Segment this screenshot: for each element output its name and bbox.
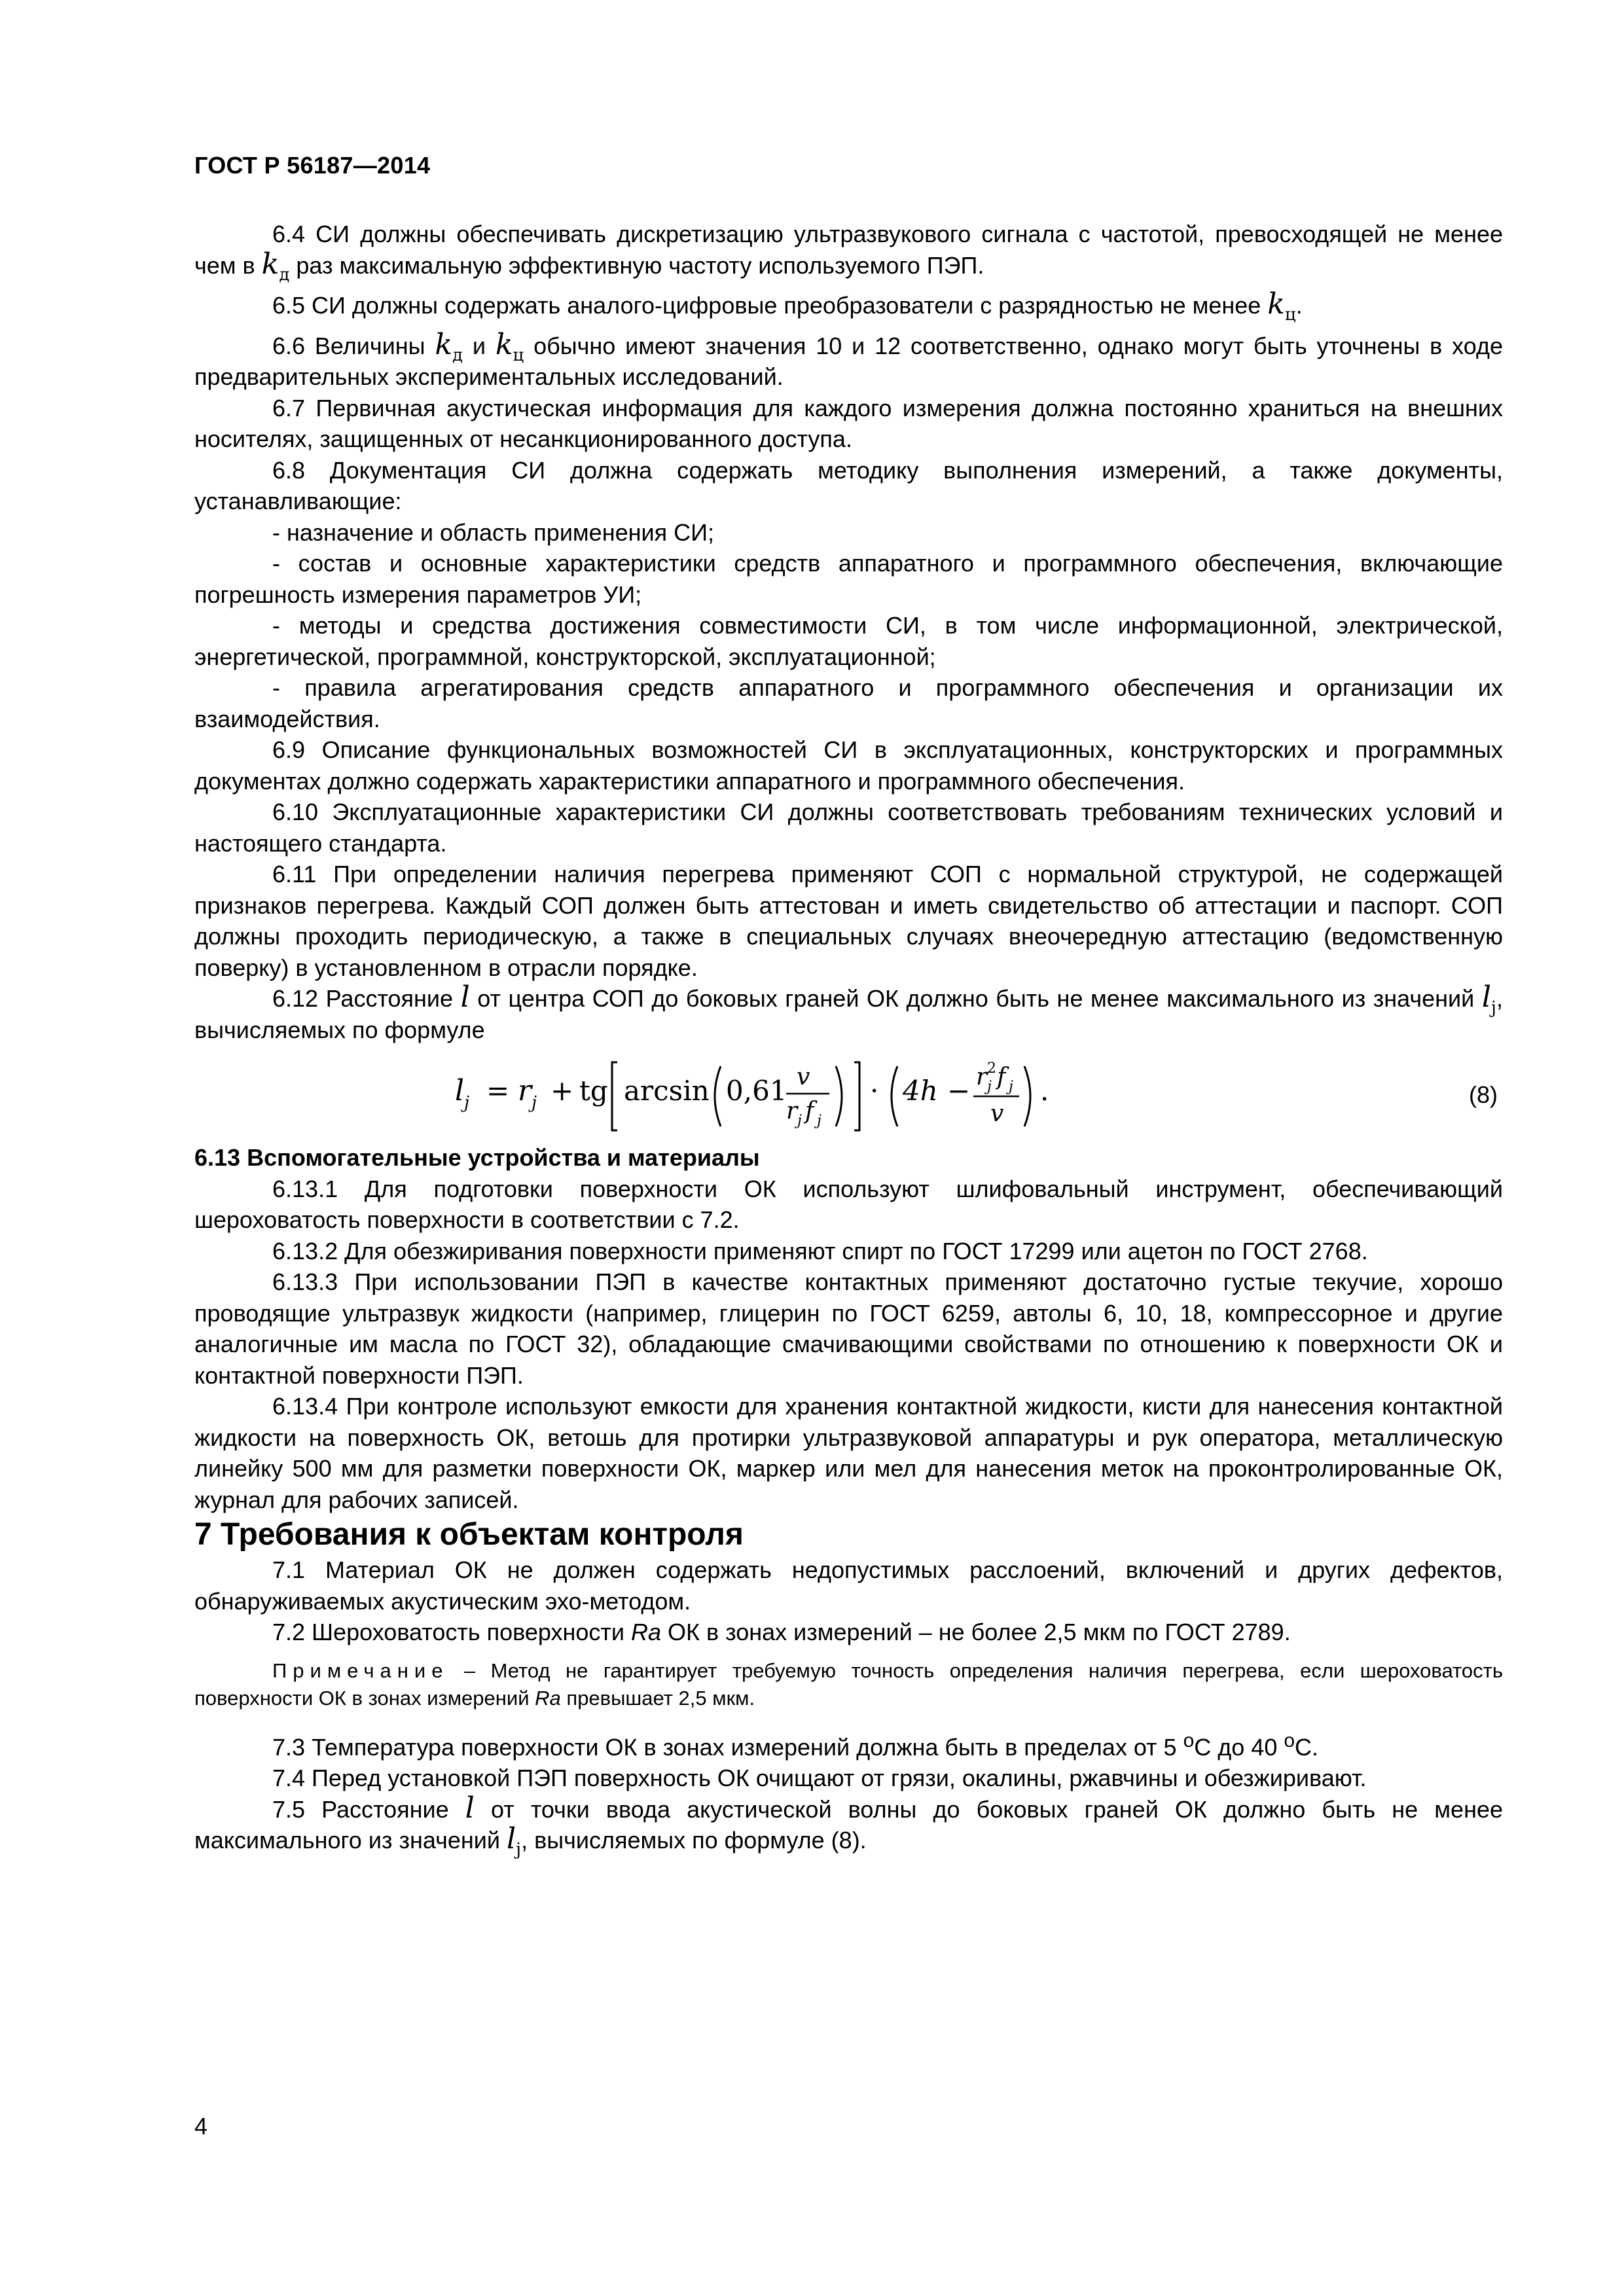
paragraph-6-7: 6.7 Первичная акустическая информация для каждого измерения должна постоянно храниться на внешних носителях, защищенных от несанкционированного доступа. <box>194 394 1503 452</box>
formula-frac2-num-f: f <box>997 1064 1006 1090</box>
formula-left-bracket <box>612 1062 617 1130</box>
formula-r: r <box>518 1074 532 1107</box>
formula-number: (8) <box>1469 1081 1498 1108</box>
paragraph-7-3: 7.3 Температура поверхности ОК в зонах измерений должна быть в пределах от 5 $^о$С до 40 $^о$С. <box>272 1729 1319 1761</box>
paragraph-7-4: 7.4 Перед установкой ПЭП поверхность ОК очищают от грязи, окалины, ржавчины и обезжиривают. <box>272 1765 1367 1791</box>
paragraph-6-11: 6.11 При определении наличия перегрева применяют СОП с нормальной структурой, не содержащей признаков перегрева. Каждый СОП должен быть аттестован и иметь свидетельство об аттестации и паспорт. СОП должны проходить периодическую, а также в специальных случаях внеочередную аттестацию (ведомственную поверку) в установленном в отрасли порядке. <box>194 861 1503 981</box>
heading-6-13: 6.13 Вспомогательные устройства и материалы <box>194 1144 760 1171</box>
formula-frac1-den-r: r <box>786 1098 798 1124</box>
paragraph-7-1: 7.1 Материал ОК не должен содержать недопустимых расслоений, включений и других дефектов, обнаруживаемых акустическим эхо-методом. <box>194 1556 1503 1615</box>
formula-frac2-num-r-sub: j <box>987 1079 992 1095</box>
paragraph-6-8-list <box>194 517 1503 735</box>
formula-coefficient: 0,61 <box>726 1075 787 1107</box>
k-c-symbol: $k_ц$ <box>495 327 524 365</box>
list-item: - назначение и область применения СИ; <box>272 518 714 546</box>
formula-left-paren <box>715 1066 721 1126</box>
paragraph-6-8: 6.8 Документация СИ должна содержать методику выполнения измерений, а также документы, устанавливающие: <box>194 456 1503 514</box>
formula-r-sub: j <box>532 1093 537 1113</box>
paragraph-6-13-3: 6.13.3 При использовании ПЭП в качестве контактных применяют достаточно густые текучие, хорошо проводящие ультразвук жидкости (например, глицерин по ГОСТ 6259, автолы 6, 10, 18, компрессорное и другие аналогичные им масла по ГОСТ 32), обладающие смачивающими свойствами по отношению к поверхности ОК и контактной поверхности ПЭП. <box>194 1268 1503 1389</box>
paragraph-6-6: 6.6 Величины $k_д$ и $k_ц$ обычно имеют значения 10 и 12 соответственно, однако могут быть уточнены в ходе предварительных экспериментальных исследований. <box>194 327 1503 390</box>
formula-minus: − <box>947 1075 971 1107</box>
formula-tg: tg <box>579 1075 608 1107</box>
formula-frac2-num-sq: 2 <box>987 1060 996 1077</box>
formula-frac1-num: v <box>797 1064 810 1090</box>
formula-period: . <box>1040 1075 1049 1107</box>
list-item: - состав и основные характеристики средств аппаратного и программного обеспечения, включающие погрешность измерения параметров УИ; <box>194 550 1503 608</box>
note-block: Примечание – Метод не гарантирует требуемую точность определения наличия перегрева, если шероховатость поверхности ОК в зонах измерений Ra превышает 2,5 мкм. <box>194 1659 1503 1710</box>
paragraph-6-4: 6.4 СИ должны обеспечивать дискретизацию ультразвукового сигнала с частотой, превосходящей не менее чем в $k_д$ раз максимальную эффективную частоту используемого ПЭП. <box>194 221 1503 285</box>
list-item: - правила агрегатирования средств аппаратного и программного обеспечения и организации их взаимодействия. <box>194 674 1503 732</box>
formula-frac1-den-f-sub: j <box>817 1113 821 1129</box>
paragraph-6-5: 6.5 СИ должны содержать аналого-цифровые преобразователи с разрядностью не менее $k_ц$. <box>272 287 1303 325</box>
lj-symbol: $l_j$ <box>1481 980 1496 1018</box>
formula-right-paren-2 <box>1024 1066 1030 1126</box>
paragraph-7-2: 7.2 Шероховатость поверхности Ra ОК в зонах измерений – не более 2,5 мкм по ГОСТ 2789. <box>272 1619 1291 1645</box>
note-label: Примечание <box>272 1659 449 1682</box>
formula-4h: 4h <box>903 1075 938 1107</box>
paragraph-6-12: 6.12 Расстояние l от центра СОП до боковых граней ОК должно быть не менее максимального из значений $l_j$, вычисляемых по формуле <box>194 980 1503 1043</box>
section-7-title: 7 Требования к объектам контроля <box>194 1517 744 1552</box>
formula-8 <box>455 1053 1195 1136</box>
formula-lhs-sub: j <box>464 1093 470 1113</box>
paragraph-6-13-1: 6.13.1 Для подготовки поверхности ОК используют шлифовальный инструмент, обеспечивающий шероховатость поверхности в соответствии с 7.2. <box>194 1175 1503 1233</box>
degree-sign: о <box>1183 1729 1195 1751</box>
formula-right-paren <box>836 1066 842 1126</box>
formula-right-bracket <box>854 1062 859 1130</box>
ra-symbol: Ra <box>535 1686 561 1710</box>
list-item: - методы и средства достижения совместимости СИ, в том числе информационной, электрической, энергетической, программной, конструкторской, эксплуатационной; <box>194 612 1503 670</box>
formula-frac1-den-r-sub: j <box>797 1113 802 1129</box>
k-c-symbol: $k_ц$ <box>1267 287 1296 325</box>
formula-frac2-den: v <box>990 1100 1004 1127</box>
formula-arcsin: arcsin <box>624 1075 710 1107</box>
degree-sign: о <box>1284 1729 1295 1751</box>
formula-left-paren-2 <box>892 1066 897 1126</box>
formula-frac2-num-r: r <box>976 1064 988 1090</box>
page-number: 4 <box>194 2113 208 2140</box>
formula-equals: = <box>486 1075 510 1107</box>
standard-code-header: ГОСТ Р 56187—2014 <box>194 152 431 179</box>
formula-8-row <box>194 1053 1503 1136</box>
l-symbol: l <box>460 980 470 1014</box>
lj-symbol: $l_j$ <box>506 1822 522 1859</box>
formula-frac2-num-f-sub: j <box>1009 1079 1013 1095</box>
paragraph-6-9: 6.9 Описание функциональных возможностей СИ в эксплуатационных, конструкторских и программных документах должно содержать характеристики аппаратного и программного обеспечения. <box>194 736 1503 795</box>
paragraph-6-10: 6.10 Эксплуатационные характеристики СИ должны соответствовать требованиям технических условий и настоящего стандарта. <box>194 798 1503 857</box>
paragraph-6-13-4: 6.13.4 При контроле используют емкости для хранения контактной жидкости, кисти для нанесения контактной жидкости на поверхность ОК, ветошь для протирки ультразвуковой аппаратуры и рук оператора, металлическую линейку 500 мм для разметки поверхности ОК, маркер или мел для нанесения меток на проконтролированные ОК, журнал для рабочих записей. <box>194 1393 1503 1513</box>
formula-frac1-den-f: f <box>805 1098 814 1124</box>
formula-dot: · <box>870 1075 879 1107</box>
formula-plus: + <box>550 1075 574 1107</box>
formula-lhs-l: l <box>455 1074 465 1107</box>
k-d-symbol: $k_д$ <box>261 247 290 285</box>
ra-symbol: Ra <box>631 1619 662 1645</box>
paragraph-6-13-2: 6.13.2 Для обезжиривания поверхности применяют спирт по ГОСТ 17299 или ацетон по ГОСТ 2768. <box>272 1237 1368 1265</box>
document-body <box>194 219 1503 1859</box>
document-page <box>194 0 1503 2296</box>
paragraph-7-5: 7.5 Расстояние l от точки ввода акустической волны до боковых граней ОК должно быть не менее максимального из значений $l_j$, вычисляемых по формуле (8). <box>194 1791 1503 1859</box>
l-symbol: l <box>465 1791 475 1825</box>
k-d-symbol: $k_д$ <box>435 327 463 365</box>
